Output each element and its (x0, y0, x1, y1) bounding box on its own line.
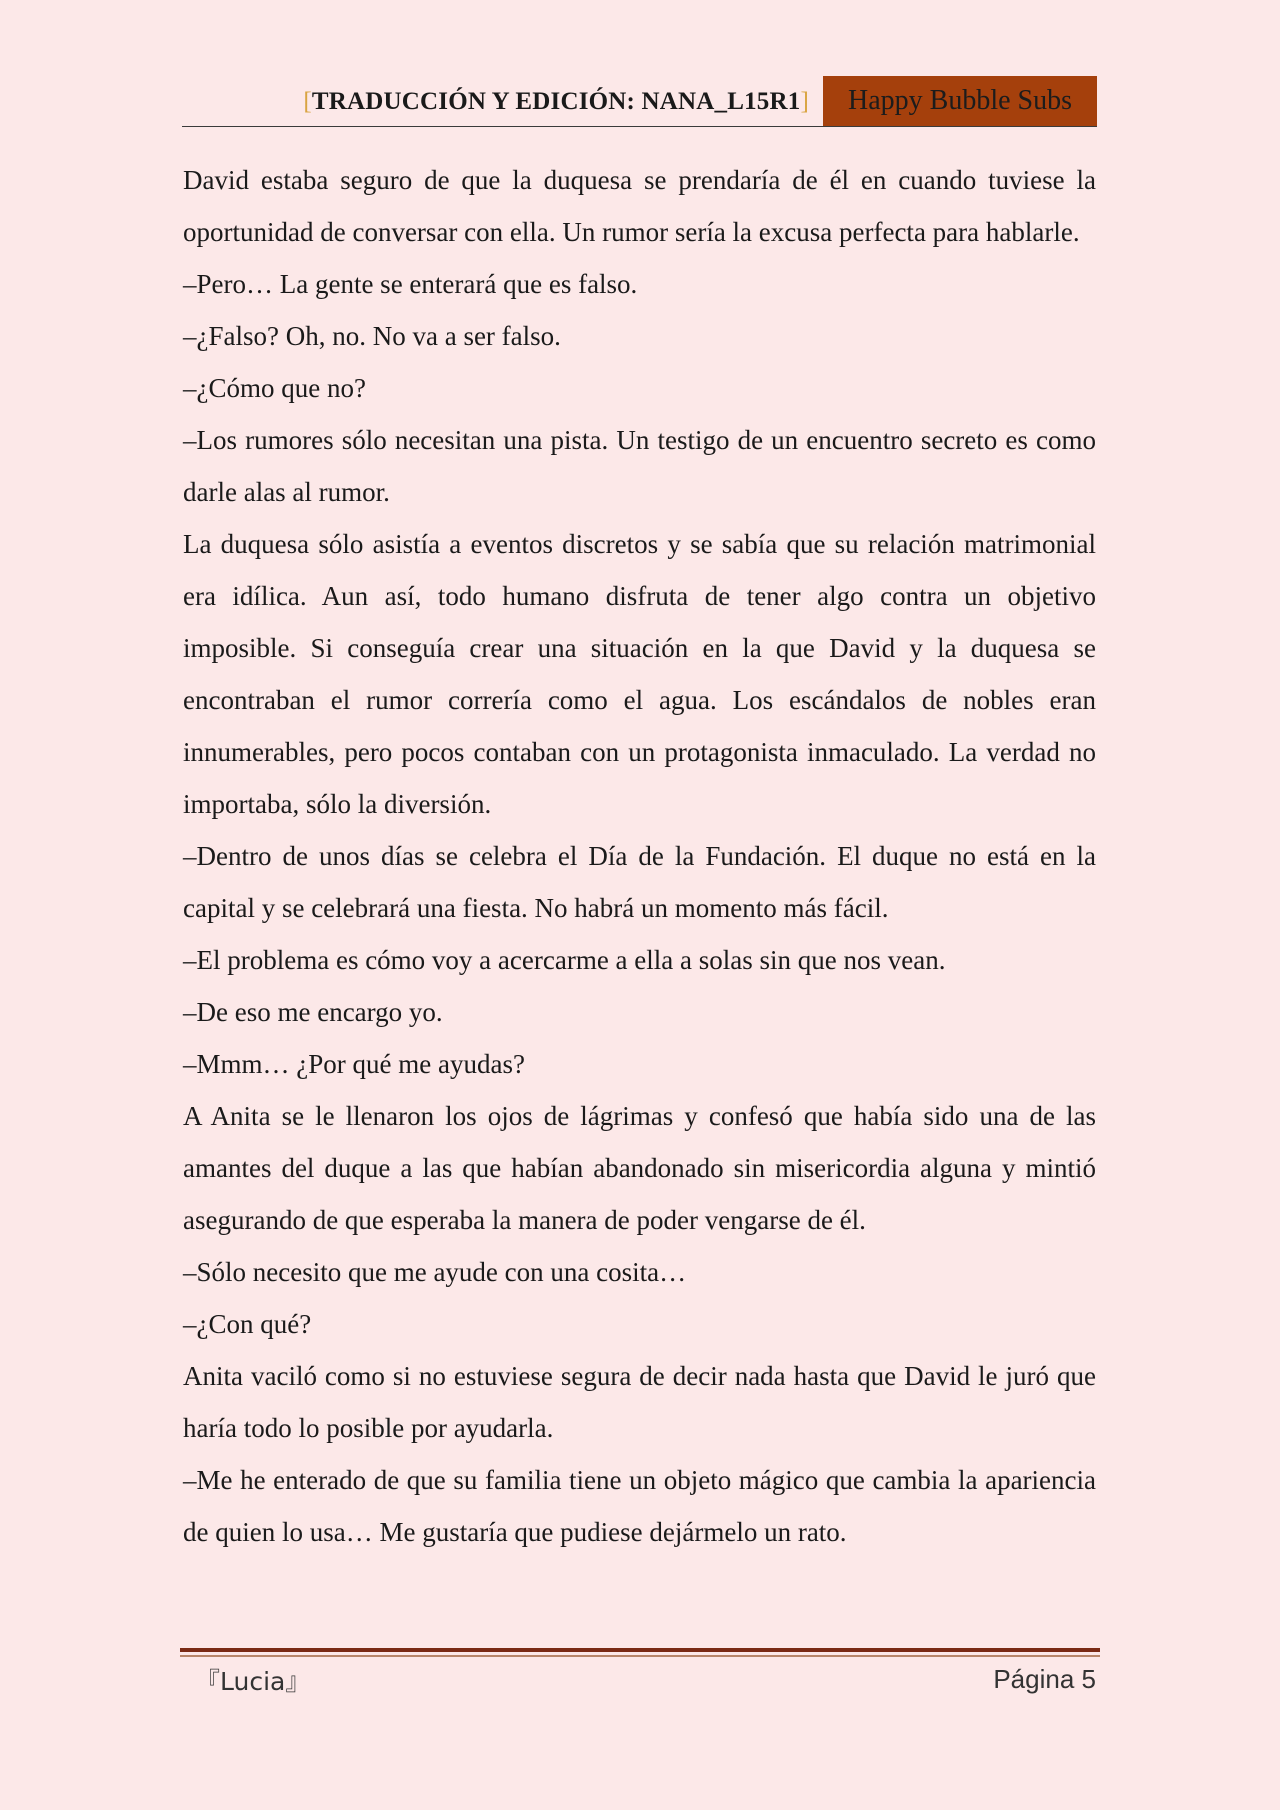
paragraph: –¿Con qué? (183, 1309, 312, 1339)
paragraph: –Me he enterado de que su familia tiene un objeto mágico que cambia la apariencia de quien lo usa… Me gustaría que pudiese dejármelo un rato. (183, 1465, 1096, 1547)
footer-book-title: 『Lucia』 (195, 1667, 311, 1696)
paragraph: –¿Cómo que no? (183, 373, 366, 403)
paragraph: A Anita se le llenaron los ojos de lágrimas y confesó que había sido una de las amantes del duque a las que habían abandonado sin misericordia alguna y mintió asegurando de que esperaba la manera de poder vengarse de él. (183, 1101, 1096, 1235)
credit-text: TRADUCCIÓN Y EDICIÓN: NANA_L15R1 (311, 88, 801, 115)
paragraph: –Los rumores sólo necesitan una pista. Un testigo de un encuentro secreto es como darle alas al rumor. (183, 425, 1096, 507)
paragraph: La duquesa sólo asistía a eventos discretos y se sabía que su relación matrimonial era idílica. Aun así, todo humano disfruta de tener algo contra un objetivo imposible. Si conseguía crear una situación en la que David y la duquesa se encontraban el rumor correría como el agua. Los escándalos de nobles eran innumerables, pero pocos contaban con un protagonista inmaculado. La verdad no importaba, sólo la diversión. (183, 529, 1096, 819)
paragraph: –¿Falso? Oh, no. No va a ser falso. (183, 321, 561, 351)
translation-credit (303, 88, 809, 116)
paragraph: Anita vaciló como si no estuviese segura de decir nada hasta que David le juró que haría todo lo posible por ayudarla. (183, 1361, 1096, 1443)
paragraph: David estaba seguro de que la duquesa se prendaría de él en cuando tuviese la oportunidad de conversar con ella. Un rumor sería la excusa perfecta para hablarle. (183, 165, 1096, 247)
page-number: Página 5 (993, 1664, 1096, 1694)
paragraph: –Pero… La gente se enterará que es falso. (183, 269, 638, 299)
paragraph: –Mmm… ¿Por qué me ayudas? (183, 1049, 525, 1079)
paragraph: –Sólo necesito que me ayude con una cosita… (183, 1257, 687, 1287)
document-body (183, 154, 1096, 1558)
paragraph: –El problema es cómo voy a acercarme a ella a solas sin que nos vean. (183, 945, 946, 975)
footer-divider-thin (180, 1655, 1100, 1657)
credit-bracket-close: ] (800, 88, 809, 115)
paragraph: –Dentro de unos días se celebra el Día de la Fundación. El duque no está en la capital y se celebrará una fiesta. No habrá un momento más fácil. (183, 841, 1096, 923)
credit-bracket-open: [ (303, 88, 312, 115)
footer-divider (180, 1648, 1100, 1652)
page-header (182, 76, 1097, 127)
brand-label: Happy Bubble Subs (823, 76, 1097, 126)
paragraph: –De eso me encargo yo. (183, 997, 443, 1027)
